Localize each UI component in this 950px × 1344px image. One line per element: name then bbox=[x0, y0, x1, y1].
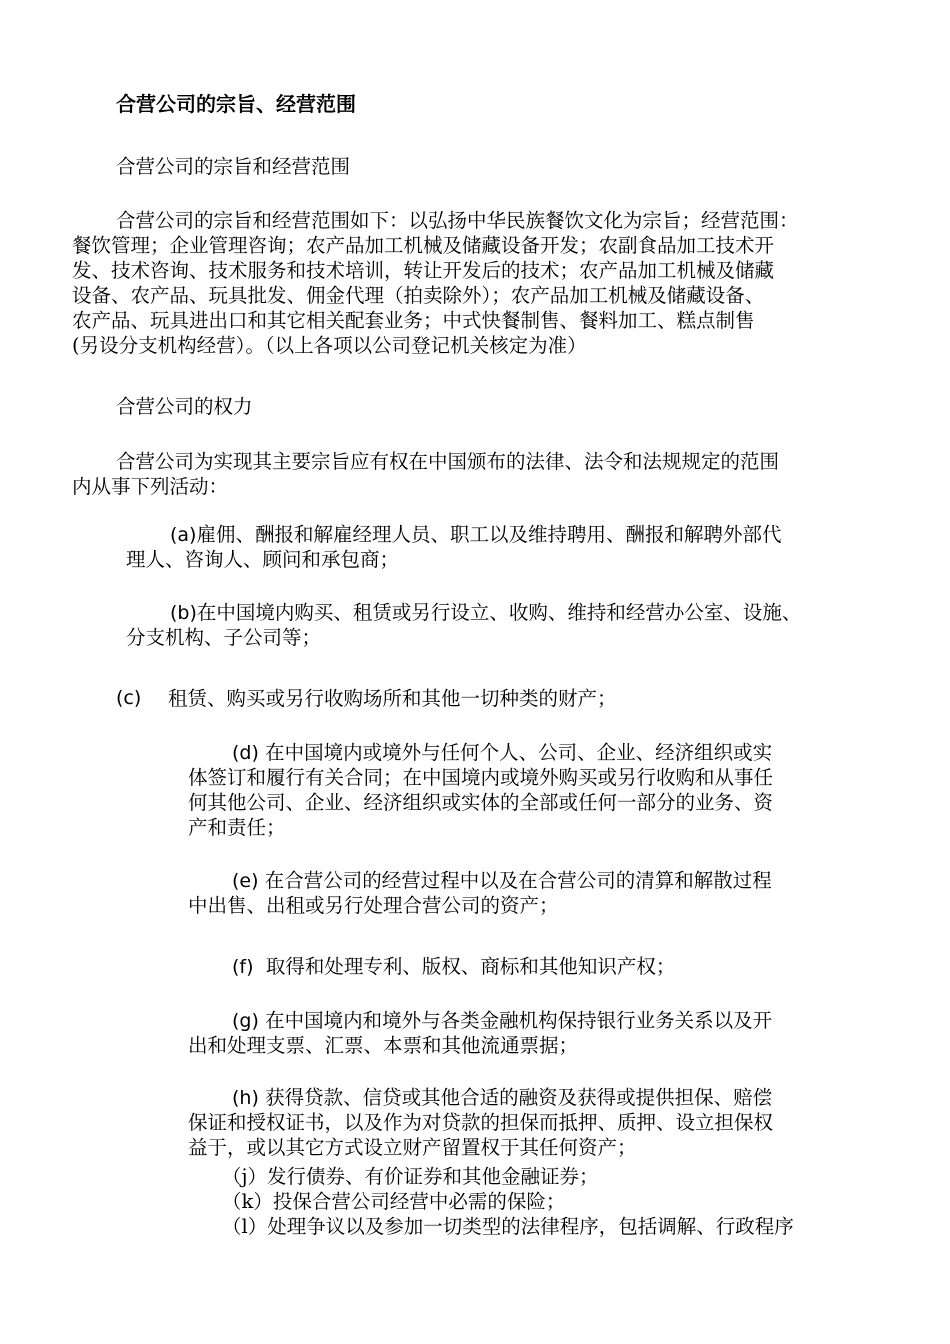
item-label: (a) bbox=[170, 524, 197, 546]
section-heading-powers: 合营公司的权力 bbox=[116, 395, 253, 418]
item-label: (d) bbox=[232, 742, 259, 764]
item-text: 获得贷款、信贷或其他合适的融资及获得或提供担保、赔偿 bbox=[258, 1086, 773, 1109]
item-line bbox=[232, 740, 772, 766]
section-heading-purpose: 合营公司的宗旨和经营范围 bbox=[116, 155, 351, 178]
paragraph-line: 设备、农产品、玩具批发、佣金代理（拍卖除外）；农产品加工机械及储藏设备、 bbox=[72, 284, 765, 307]
item-line: 益于，或以其它方式设立财产留置权于其任何资产； bbox=[188, 1136, 637, 1159]
item-text: 租赁、购买或另行收购场所和其他一切种类的财产； bbox=[168, 687, 617, 710]
item-line: 产和责任； bbox=[188, 816, 286, 839]
item-line: 出和处理支票、汇票、本票和其他流通票据； bbox=[188, 1034, 579, 1057]
paragraph-line: 农产品、玩具进出口和其它相关配套业务；中式快餐制售、餐料加工、糕点制售 bbox=[72, 309, 755, 332]
item-line bbox=[232, 1008, 772, 1034]
item-line bbox=[170, 600, 801, 626]
item-line bbox=[232, 954, 675, 980]
item-label: (b) bbox=[170, 602, 197, 624]
paragraph-line: 餐饮管理；企业管理咨询；农产品加工机械及储藏设备开发；农副食品加工技术开 bbox=[72, 234, 775, 257]
item-text: 在中国境内购买、租赁或另行设立、收购、维持和经营办公室、设施、 bbox=[196, 601, 802, 624]
item-text: 在中国境内和境外与各类金融机构保持银行业务关系以及开 bbox=[258, 1009, 773, 1032]
paragraph-line: (另设分支机构经营）。（以上各项以公司登记机关核定为准） bbox=[72, 334, 587, 357]
document-heading: 合营公司的宗旨、经营范围 bbox=[116, 92, 356, 116]
paragraph-line: 合营公司为实现其主要宗旨应有权在中国颁布的法律、法令和法规规定的范围 bbox=[116, 450, 780, 473]
item-line: 理人、咨询人、顾问和承包商； bbox=[126, 548, 400, 571]
paragraph-line: 发、技术咨询、技术服务和技术培训，转让开发后的技术；农产品加工机械及储藏 bbox=[72, 259, 775, 282]
list-item-j: （j）发行债券、有价证券和其他金融证券； bbox=[222, 1165, 599, 1188]
item-label: (e) bbox=[232, 870, 259, 892]
item-text: 在中国境内或境外与任何个人、公司、企业、经济组织或实 bbox=[258, 741, 773, 764]
list-item-k: （k）投保合营公司经营中必需的保险； bbox=[222, 1190, 566, 1213]
item-line: 体签订和履行有关合同；在中国境内或境外购买或另行收购和从事任 bbox=[188, 766, 774, 789]
paragraph-line: 内从事下列活动： bbox=[72, 475, 229, 498]
item-line: 分支机构、子公司等； bbox=[126, 626, 322, 649]
item-line: 何其他公司、企业、经济组织或实体的全部或任何一部分的业务、资 bbox=[188, 791, 774, 814]
item-line bbox=[170, 522, 781, 548]
item-text: 取得和处理专利、版权、商标和其他知识产权； bbox=[253, 955, 676, 978]
item-label: (c) bbox=[116, 687, 142, 709]
item-line bbox=[232, 1085, 772, 1111]
paragraph-line: 合营公司的宗旨和经营范围如下：以弘扬中华民族餐饮文化为宗旨；经营范围： bbox=[116, 209, 799, 232]
item-label: (f) bbox=[232, 956, 254, 978]
list-item-l: （l）处理争议以及参加一切类型的法律程序，包括调解、行政程序 bbox=[222, 1215, 794, 1238]
item-label: (g) bbox=[232, 1010, 259, 1032]
item-label: (h) bbox=[232, 1087, 259, 1109]
item-line: 保证和授权证书，以及作为对贷款的担保而抵押、质押、设立担保权 bbox=[188, 1111, 774, 1134]
item-text: 雇佣、酬报和解雇经理人员、职工以及维持聘用、酬报和解聘外部代 bbox=[196, 523, 782, 546]
item-line bbox=[232, 868, 772, 894]
item-line: 中出售、出租或另行处理合营公司的资产； bbox=[188, 894, 559, 917]
item-text: 在合营公司的经营过程中以及在合营公司的清算和解散过程 bbox=[258, 869, 772, 892]
